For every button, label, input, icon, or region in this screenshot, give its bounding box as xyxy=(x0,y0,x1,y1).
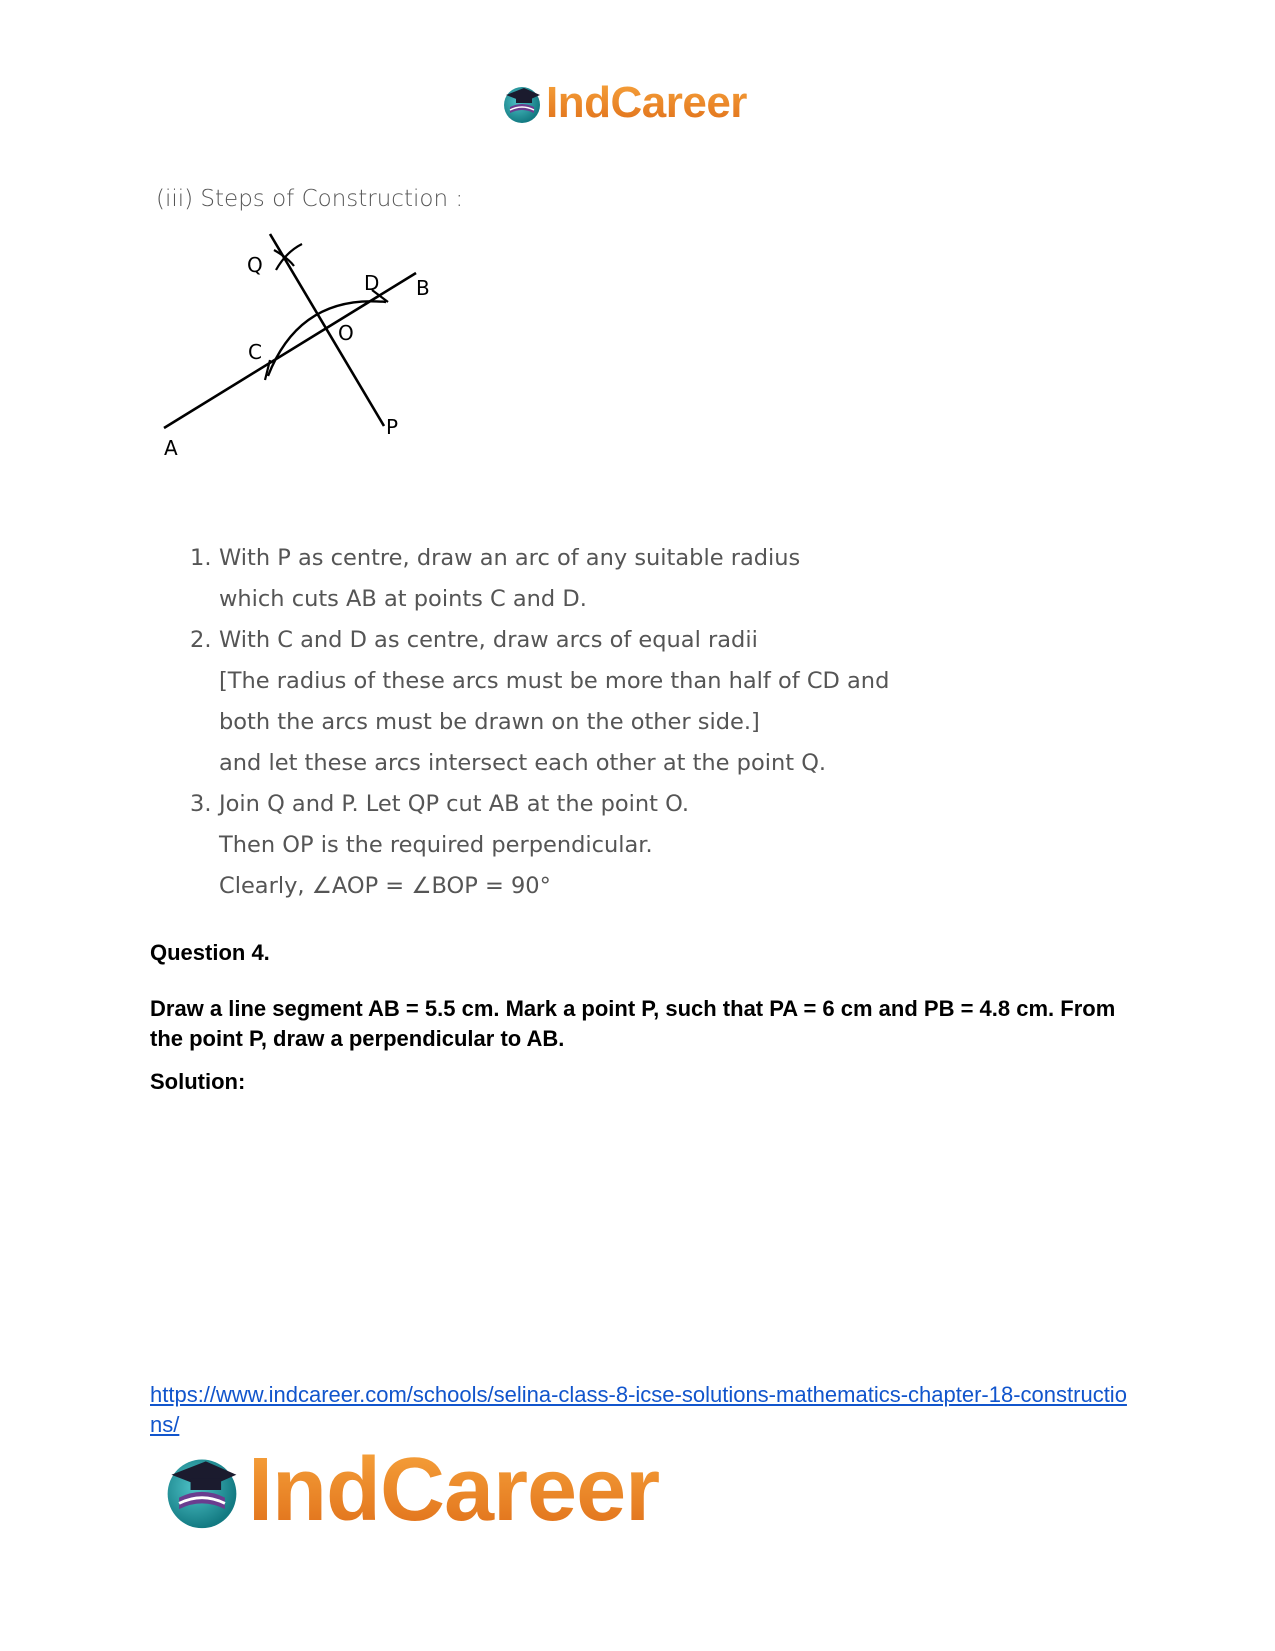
step-number: 1. xyxy=(190,545,212,571)
question-label: Question 4. xyxy=(150,940,270,965)
step-number: 2. xyxy=(190,627,212,653)
question-text: Draw a line segment AB = 5.5 cm. Mark a point P, such that PA = 6 cm and PB = 4.8 cm. From the point P, draw a perpendicular to AB. xyxy=(150,996,1116,1051)
step-line: Join Q and P. Let QP cut AB at the point O. xyxy=(219,791,690,817)
label-q: Q xyxy=(247,253,263,277)
graduation-cap-globe-icon xyxy=(500,81,544,125)
line-qp xyxy=(270,234,384,426)
label-d: D xyxy=(364,271,380,295)
label-p: P xyxy=(386,415,399,439)
brand-wordmark: IndCareer xyxy=(546,78,747,127)
step-number: 3. xyxy=(190,791,212,817)
step-2 xyxy=(190,620,1090,784)
graduation-cap-globe-icon xyxy=(160,1448,244,1532)
step-line: [The radius of these arcs must be more than half of CD and xyxy=(219,668,890,694)
footer-logo xyxy=(160,1440,659,1540)
step-3 xyxy=(190,784,1090,907)
line-ab xyxy=(164,273,416,428)
section-heading: (iii) Steps of Construction : xyxy=(156,186,464,212)
solution-label: Solution: xyxy=(150,1069,246,1094)
step-line: With C and D as centre, draw arcs of equal radii xyxy=(219,627,758,653)
construction-steps xyxy=(190,538,1090,907)
source-link[interactable]: https://www.indcareer.com/schools/selina-class-8-icse-solutions-mathematics-chapter-18-constructions/ xyxy=(150,1382,1127,1437)
step-line: Then OP is the required perpendicular. xyxy=(219,832,653,858)
label-b: B xyxy=(416,276,430,300)
step-line: With P as centre, draw an arc of any suitable radius xyxy=(219,545,801,571)
step-line: both the arcs must be drawn on the other side.] xyxy=(219,709,760,735)
label-c: C xyxy=(248,340,262,364)
label-o: O xyxy=(338,321,354,345)
arc-cd xyxy=(268,301,386,376)
step-line: which cuts AB at points C and D. xyxy=(219,586,587,612)
label-a: A xyxy=(164,436,178,460)
brand-wordmark: IndCareer xyxy=(248,1440,660,1540)
step-line: Clearly, ∠AOP = ∠BOP = 90° xyxy=(219,873,551,899)
step-1 xyxy=(190,538,1090,620)
construction-diagram xyxy=(150,230,470,490)
header-logo xyxy=(500,78,747,128)
step-line: and let these arcs intersect each other at the point Q. xyxy=(219,750,827,776)
